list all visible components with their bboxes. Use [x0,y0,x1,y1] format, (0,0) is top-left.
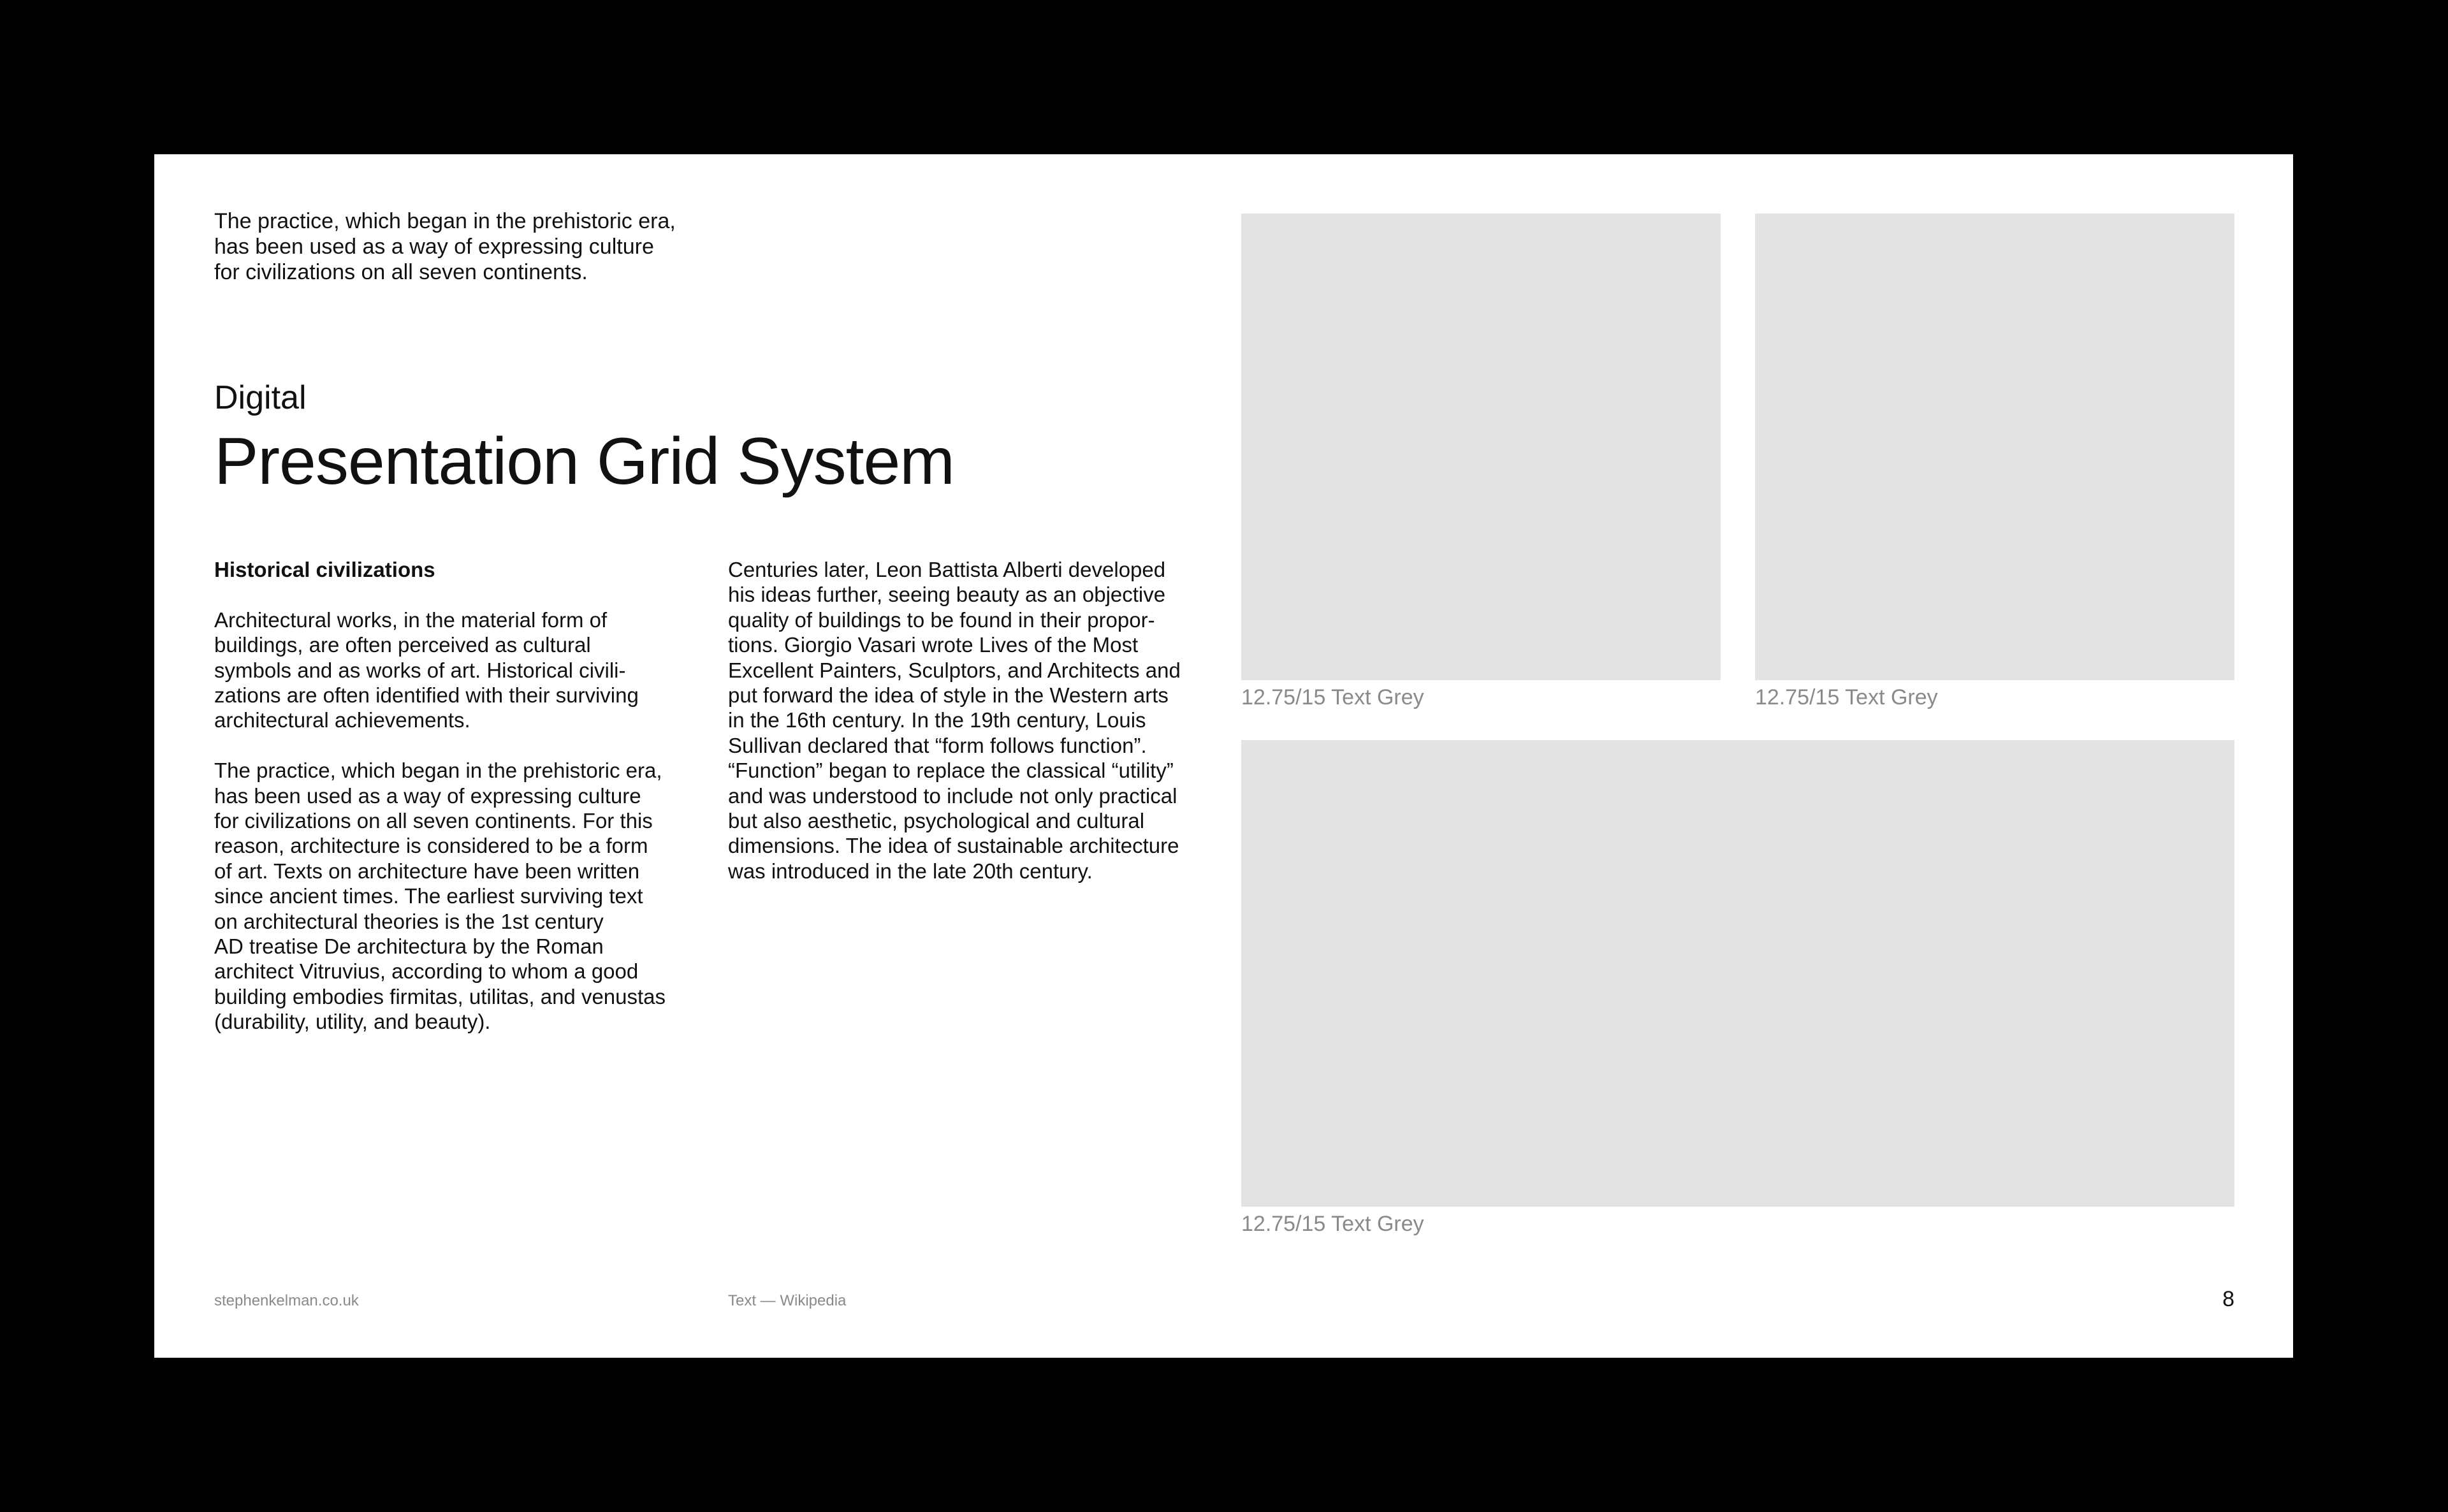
image-caption-bottom: 12.75/15 Text Grey [1241,1212,1424,1236]
left-paragraph-2: The practice, which began in the prehistoric era, has been used as a way of expressing culture for civilizations on all seven continents. For this reason, architecture is considered to be a form of art. Texts on architecture have been written since ancient times. The earliest surviving text on architectural theories is the 1st century AD treatise De architectura by the Roman architect Vitruvius, according to whom a good building embodies firmitas, utilitas, and venustas (durability, utility, and beauty). [214,759,666,1034]
kicker: Digital [214,379,307,416]
section-heading: Historical civilizations [214,558,435,581]
left-paragraph-1: Architectural works, in the material form of buildings, are often perceived as cultural symbols and as works of art. Historical civili- zations are often identified with their surviving architectural achievements. [214,607,639,732]
image-caption-top-right: 12.75/15 Text Grey [1755,685,1938,709]
image-placeholder-top-right [1755,214,2234,680]
left-text-column [214,557,699,1059]
footer-source: Text — Wikipedia [728,1292,847,1309]
right-paragraph-1: Centuries later, Leon Battista Alberti developed his ideas further, seeing beauty as an objective quality of buildings to be found in their propor- tions. Giorgio Vasari wrote Lives of the Most Excellent Painters, Sculptors, and Architects and put forward the idea of style in the Western arts in the 16th century. In the 19th century, Louis Sullivan declared that “form follows function”. “Function” began to replace the classical “utility” and was understood to include not only practical but also aesthetic, psychological and cultural dimensions. The idea of sustainable architecture was introduced in the late 20th century. [728,558,1181,883]
intro-text: The practice, which began in the prehistoric era, has been used as a way of expressing culture for civilizations on all seven continents. [214,209,676,284]
slide [154,154,2293,1358]
right-text-column [728,557,1213,909]
image-placeholder-top-left [1241,214,1721,680]
image-caption-top-left: 12.75/15 Text Grey [1241,685,1424,709]
footer-website: stephenkelman.co.uk [214,1292,359,1309]
image-placeholder-bottom [1241,740,2234,1207]
page-number: 8 [2222,1287,2234,1311]
page-title: Presentation Grid System [214,425,954,498]
